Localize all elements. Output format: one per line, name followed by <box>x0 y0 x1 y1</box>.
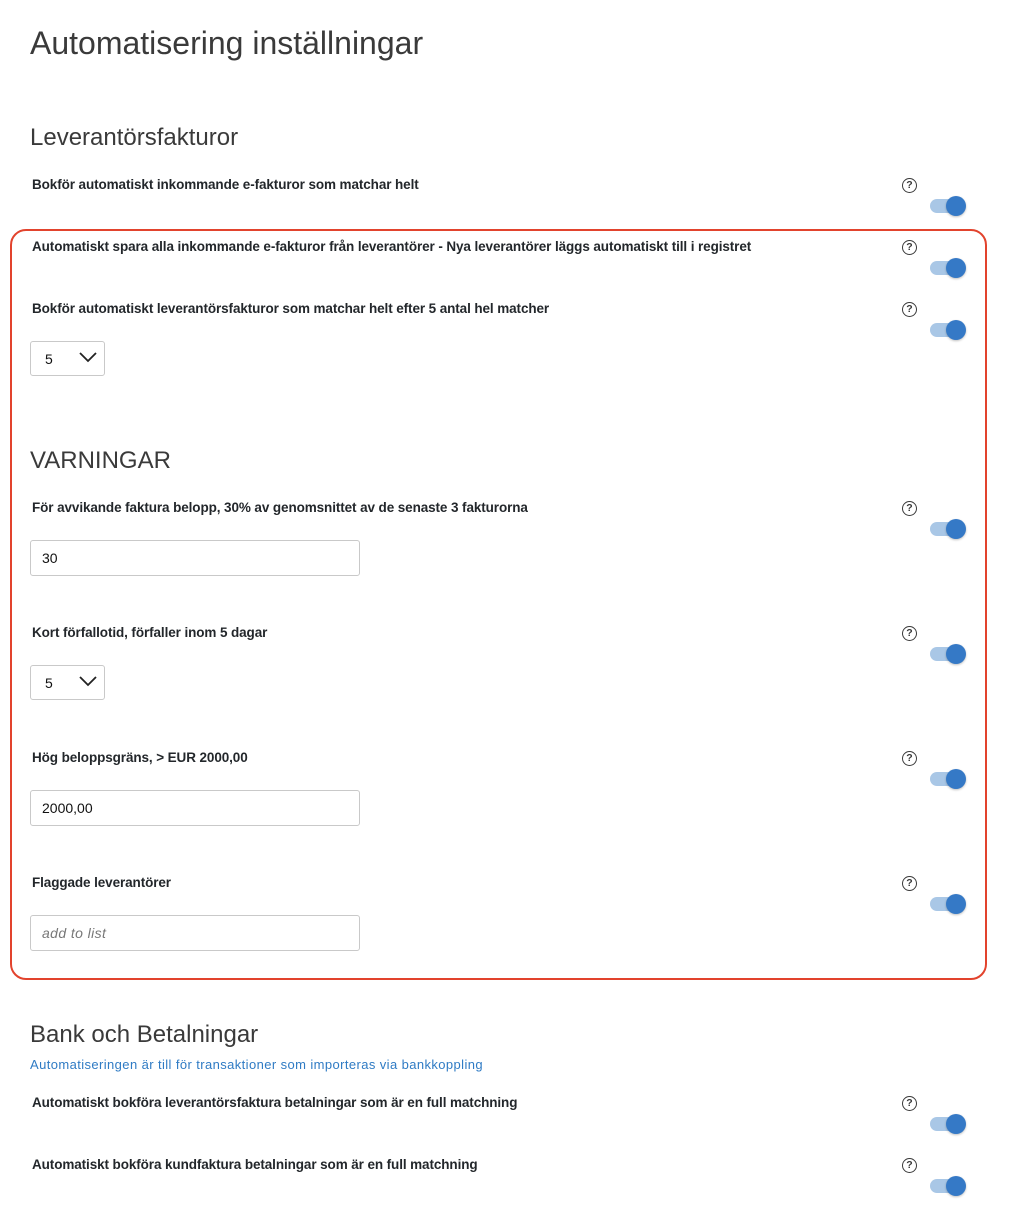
toggle-knob <box>946 519 966 539</box>
setting-label-short-due-time: Kort förfallotid, förfaller inom 5 dagar <box>32 625 268 640</box>
setting-label-deviating-amount: För avvikande faktura belopp, 30% av genomsnittet av de senaste 3 fakturorna <box>32 500 528 515</box>
setting-label-flagged-suppliers: Flaggade leverantörer <box>32 875 171 890</box>
help-glyph: ? <box>906 877 913 890</box>
question-circle-icon[interactable] <box>902 501 917 516</box>
toggle-auto-book-customer-payments[interactable] <box>929 1175 967 1197</box>
select-value: 5 <box>45 351 53 367</box>
question-circle-icon[interactable] <box>902 302 917 317</box>
help-glyph: ? <box>906 1159 913 1172</box>
highlight-annotation-box <box>10 229 987 980</box>
question-circle-icon[interactable] <box>902 751 917 766</box>
toggle-flagged-suppliers[interactable] <box>929 893 967 915</box>
chevron-down-icon <box>79 675 97 687</box>
setting-label-auto-book-einvoices: Bokför automatiskt inkommande e-fakturor som matchar helt <box>32 177 419 192</box>
setting-label-auto-book-after-matches: Bokför automatiskt leverantörsfakturor som matchar helt efter 5 antal hel matcher <box>32 301 550 316</box>
bank-connection-link[interactable]: Automatiseringen är till för transaktioner som importeras via bankkoppling <box>30 1057 484 1072</box>
deviation-percent-input[interactable] <box>30 540 360 576</box>
question-circle-icon[interactable] <box>902 626 917 641</box>
help-glyph: ? <box>906 241 913 254</box>
section-title-warnings: VARNINGAR <box>30 447 171 474</box>
page-title: Automatisering inställningar <box>30 25 424 61</box>
toggle-high-amount-limit[interactable] <box>929 768 967 790</box>
question-circle-icon[interactable] <box>902 876 917 891</box>
toggle-knob <box>946 644 966 664</box>
help-glyph: ? <box>906 752 913 765</box>
toggle-short-due-time[interactable] <box>929 643 967 665</box>
toggle-knob <box>946 894 966 914</box>
question-circle-icon[interactable] <box>902 178 917 193</box>
toggle-knob <box>946 1176 966 1196</box>
toggle-auto-save-einvoices[interactable] <box>929 257 967 279</box>
setting-label-high-amount-limit: Hög beloppsgräns, > EUR 2000,00 <box>32 750 248 765</box>
match-count-select[interactable] <box>30 341 105 376</box>
toggle-knob <box>946 1114 966 1134</box>
help-glyph: ? <box>906 502 913 515</box>
amount-limit-input[interactable] <box>30 790 360 826</box>
toggle-knob <box>946 258 966 278</box>
chevron-down-icon <box>79 351 97 363</box>
setting-label-auto-book-supplier-payments: Automatiskt bokföra leverantörsfaktura betalningar som är en full matchning <box>32 1095 518 1110</box>
toggle-knob <box>946 320 966 340</box>
help-glyph: ? <box>906 303 913 316</box>
flagged-suppliers-input[interactable] <box>30 915 360 951</box>
toggle-deviating-amount[interactable] <box>929 518 967 540</box>
question-circle-icon[interactable] <box>902 1096 917 1111</box>
setting-label-auto-book-customer-payments: Automatiskt bokföra kundfaktura betalningar som är en full matchning <box>32 1157 478 1172</box>
due-days-select[interactable] <box>30 665 105 700</box>
help-glyph: ? <box>906 179 913 192</box>
section-title-bank: Bank och Betalningar <box>30 1021 259 1048</box>
select-value: 5 <box>45 675 53 691</box>
toggle-auto-book-after-matches[interactable] <box>929 319 967 341</box>
help-glyph: ? <box>906 627 913 640</box>
help-glyph: ? <box>906 1097 913 1110</box>
toggle-auto-book-einvoices[interactable] <box>929 195 967 217</box>
question-circle-icon[interactable] <box>902 1158 917 1173</box>
toggle-auto-book-supplier-payments[interactable] <box>929 1113 967 1135</box>
toggle-knob <box>946 196 966 216</box>
setting-label-auto-save-einvoices: Automatiskt spara alla inkommande e-fakturor från leverantörer - Nya leverantörer läggs automatiskt till i registret <box>32 239 752 254</box>
question-circle-icon[interactable] <box>902 240 917 255</box>
toggle-knob <box>946 769 966 789</box>
section-title-supplier-invoices: Leverantörsfakturor <box>30 124 239 151</box>
